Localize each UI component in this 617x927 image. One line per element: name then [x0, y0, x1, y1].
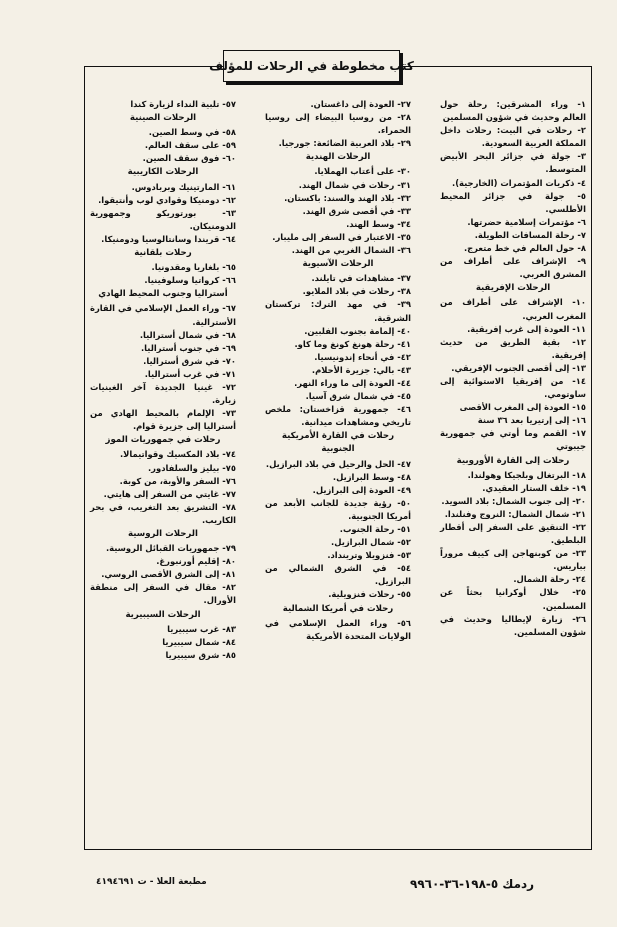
list-item: ٣٤- وسط الهند. [346, 218, 411, 229]
list-item: ٤٩- العودة إلى البرازيل. [312, 484, 411, 495]
list-item: ٤٨- وسط البرازيل. [332, 471, 411, 482]
list-item: ٤٣- بالي: جزيرة الأحلام. [311, 364, 411, 375]
list-item: ٧٢- غينيا الجديدة آخر الغينيات زيارة. [90, 381, 236, 406]
list-item: ٣- جولة في جزائر البحر الأبيض المتوسط. [440, 151, 586, 175]
list-item: ٦٥- بلغاريا ومقدونيا. [151, 262, 236, 273]
list-item: ١١- العودة إلى غرب إفريقية. [467, 323, 586, 334]
list-item: ٨٤- شمال سيبيريا [162, 636, 236, 647]
list-item: ٥٠- رؤية جديدة للجانب الأبعد من أمريكا الجنوبية. [265, 497, 411, 521]
list-item: ٨٥- شرق سيبيريا [165, 649, 236, 660]
section-heading: رحلات بلقانية [134, 248, 192, 259]
list-item: ٢٥- خلال أوكرانيا بحثاً عن المسلمين. [440, 587, 586, 611]
list-item: ٨٠- إقليم أورنبورغ. [156, 556, 236, 567]
list-item: ٤٧- الحل والرحيل في بلاد البرازيل. [265, 458, 411, 469]
list-item: ٥٧- تلبية النداء لزيارة كندا [130, 99, 236, 109]
list-item: ٤٢- في أنحاء إندونيسيا. [314, 351, 411, 362]
list-item: ٦٠- فوق سقف الصين. [142, 153, 236, 164]
section-heading: الرحلات الإفريقية [475, 283, 551, 294]
list-item: ٢٠- إلى جنوب الشمال: بلاد السويد. [441, 495, 586, 506]
list-item: ٣٣- في أقصى شرق الهند. [302, 205, 411, 216]
list-item: ٦٣- بورتوريكو وجمهورية الدومنيكان. [90, 207, 236, 231]
list-item: ١٥- العودة إلى المغرب الأقصى [459, 402, 586, 413]
list-item: ١٩- خلف الستار العقيدي. [482, 482, 586, 493]
list-item: ٧٨- التشريق بعد التغريب، في بحر الكاريب. [90, 501, 236, 525]
list-item: ١٤- من إفريقيا الاستوائية إلى ساوتومي. [440, 375, 586, 400]
section-heading: رحلات في القارة الأمريكية الجنوبية [281, 431, 395, 455]
list-item: ٧٤- بلاد المكسيك وقواتيمالا. [119, 449, 236, 460]
section-heading: الرحلات الروسية [128, 529, 198, 539]
list-item: ٢٧- العودة إلى داغستان. [310, 99, 411, 109]
list-item: ٤٥- في شمال شرق آسيا. [305, 391, 411, 402]
list-item: ٢٨- من روسيا البيضاء إلى روسيا الحمراء. [265, 112, 411, 136]
column-middle [265, 98, 411, 643]
list-item: ١٢- بقية الطريق من حديث إفريقية. [440, 336, 586, 360]
section-heading: رحلات في جمهوريات الموز [105, 435, 221, 446]
list-item: ٨١- إلى الشرق الأقصى الروسي. [101, 569, 236, 580]
list-item: ٣٩- في مهد الترك: تركستان الشرقية. [265, 299, 411, 323]
list-item: ٢- رحلات في البيت: رحلات داخل المملكة العربية السعودية. [440, 125, 586, 149]
list-item: ٥٤- في الشرق الشمالي من البرازيل. [265, 563, 411, 587]
list-item: ٢٦- زيارة لإيطاليا وحديث في شؤون المسلمين. [440, 613, 586, 637]
list-item: ٥١- رحلة الجنوب. [339, 524, 411, 534]
section-heading: رحلات في أمريكا الشمالية [282, 603, 394, 614]
list-item: ٣٨- رحلات في بلاد الملايو. [302, 286, 411, 297]
list-item: ٣٦- الشمال الغربي من الهند. [291, 245, 411, 256]
column-left [90, 98, 236, 662]
list-item: ٧٧- غايتي من السفر إلى هايتي. [103, 488, 236, 499]
list-item: ٧١- في غرب أستراليا. [144, 368, 236, 379]
list-item: ٤٠- إلمامة بجنوب الفلبين. [304, 325, 411, 336]
column-right [440, 98, 586, 639]
section-heading: أستراليا وجنوب المحيط الهادي [98, 289, 228, 300]
section-heading: الرحلات الآسيوية [302, 259, 374, 270]
section-heading: رحلات إلى القارة الأوروبية [456, 455, 570, 466]
list-item: ٦٦- كرواتيا وسلوفينيا. [144, 275, 236, 286]
isbn-number: ردمك ٥-١٩٨-٣٦-٩٩٦٠ [410, 877, 535, 891]
list-item: ٧٦- السفر والأوبة، من كوبة. [119, 475, 236, 486]
list-item: ٤- ذكريات المؤتمرات (الخارجية). [452, 177, 586, 188]
list-item: ١٣- إلى أقصى الجنوب الإفريقي. [451, 362, 586, 373]
list-item: ٢٣- من كوبنهاجن إلى كييف مروراً بباريس. [440, 548, 586, 572]
list-item: ١٠- الإشراف على أطراف من المغرب العربي. [440, 297, 586, 321]
list-item: ٢٤- رحلة الشمال. [513, 574, 586, 585]
list-item: ٨- حول العالم في خط متعرج. [463, 243, 586, 254]
list-item: ٥٢- شمال البرازيل. [331, 537, 411, 548]
list-item: ٢٢- التنقيق على السفر إلى أقطار البلطيق. [440, 522, 586, 546]
list-item: ٣٢- بلاد الهند والسند: باكستان. [284, 192, 411, 203]
list-item: ٢٩- بلاد العربية الضائعة: جورجيا. [278, 138, 411, 149]
list-item: ٥٨- في وسط الصين. [148, 127, 236, 138]
list-item: ٩- الإشراف على أطراف من المشرق العربي. [440, 256, 586, 280]
section-heading: الرحلات الصينية [129, 113, 197, 124]
list-item: ٣٧- مشاهدات في تايلند. [311, 273, 411, 284]
list-item: ٤١- رحلة هونغ كونغ وما كاو. [294, 338, 411, 349]
list-item: ٣٥- الاعتبار في السفر إلى مليبار. [272, 231, 411, 242]
list-item: ٣١- رحلات في شمال الهند. [298, 179, 411, 190]
list-item: ٥٩- على سقف العالم. [144, 140, 236, 151]
list-item: ٣٠- على أعتاب الهملايا. [314, 166, 411, 177]
list-item: ١٧- القمم وما أوتي في جمهورية جيبوتي [440, 428, 586, 452]
list-item: ١٨- البرتغال وبلجيكا وهولندا. [467, 469, 586, 480]
list-item: ٦٩- في جنوب أستراليا. [140, 342, 236, 353]
list-item: ٥٣- فنزويلا وترينداد. [327, 550, 411, 561]
list-item: ٦٨- في شمال أستراليا. [139, 329, 236, 340]
list-item: ٤٤- العودة إلى ما وراء النهر. [294, 377, 411, 388]
list-item: ٨٣- غرب سيبيريا [167, 623, 236, 634]
list-item: ٧٥- بيليز والسلفادور. [148, 462, 236, 473]
section-heading: الرحلات السيبيرية [125, 609, 201, 620]
section-heading: الرحلات الكاريبية [127, 167, 199, 178]
list-item: ٦- مؤتمرات إسلامية حضرتها. [467, 216, 586, 227]
list-item: ٦٤- قريندا وسانتالوسيا ودومنيكا. [101, 233, 236, 244]
list-item: ٧٣- الإلمام بالمحيط الهادي من أستراليا إلى جزيرة قوام. [90, 408, 236, 432]
list-item: ١٦- إلى إرتيريا بعد ٣٦ سنة [477, 415, 586, 426]
list-item: ٥- جولة في جزائر المحيط الأطلسي. [440, 190, 586, 214]
list-item: ١- وراء المشرقين: رحلة حول العالم وحديث في شؤون المسلمين [440, 99, 586, 123]
list-item: ٧٩- جمهوريات القبائل الروسية. [106, 543, 236, 554]
list-item: ٤٦- جمهورية قزاخستان: ملخص تاريخي ومشاهدات ميدانية. [265, 404, 411, 428]
list-item: ٦٢- دومنيكا وقوادي لوب وأنتيقوا. [98, 194, 236, 205]
section-heading: الرحلات الهندية [305, 152, 371, 163]
page-title: كتب مخطوطة في الرحلات للمؤلف [223, 50, 400, 82]
list-item: ٦٧- وراء العمل الإسلامي في القارة الأسترالية. [90, 303, 236, 327]
printer-name: مطبعة العلا - ت ٤١٩٤٦٩١ [96, 877, 207, 887]
list-item: ٦١- المارتينيك وبربادوس. [131, 181, 236, 192]
list-item: ٥٥- رحلات فنزويلية. [328, 589, 411, 600]
list-item: ٥٦- وراء العمل الإسلامي في الولايات المتحدة الأمريكية [265, 617, 411, 641]
list-item: ٧٠- في شرق أستراليا. [143, 355, 236, 366]
list-item: ٨٢- مقال في السفر إلى منطقة الأورال. [90, 582, 236, 606]
list-item: ٧- رحلة المسافات الطويلة. [474, 229, 586, 240]
list-item: ٢١- شمال الشمال: النروج وفنلندا. [444, 508, 586, 519]
